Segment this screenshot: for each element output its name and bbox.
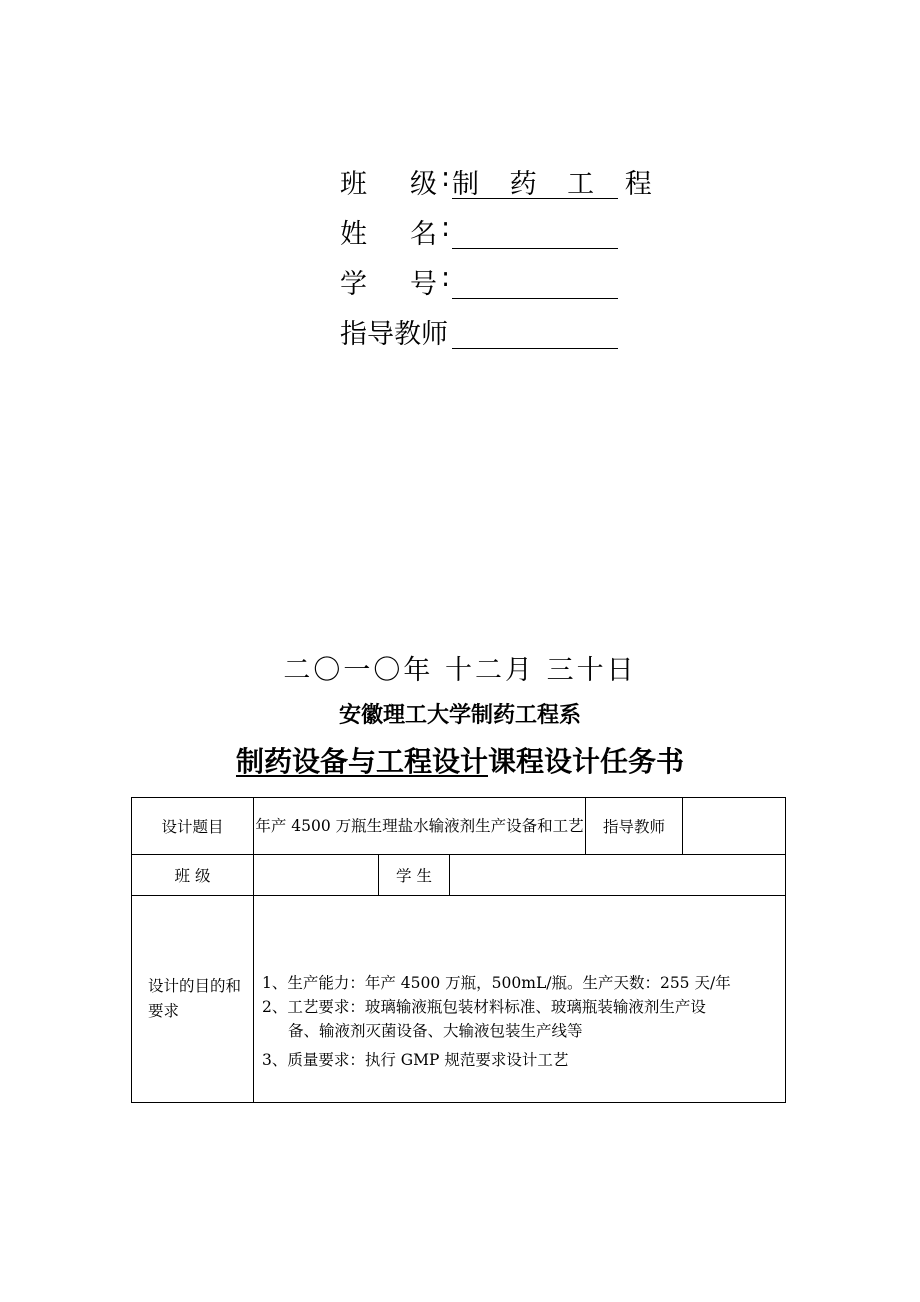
- student-cell-value: [450, 855, 786, 896]
- requirements-label: 设计的目的和要求: [132, 896, 254, 1103]
- table-row: [132, 798, 786, 855]
- topic-value: 年产 4500 万瓶生理盐水输液剂生产设备和工艺: [254, 798, 586, 855]
- class-value: 制 药 工 程: [452, 169, 663, 200]
- topic-label: 设计题目: [132, 798, 254, 855]
- name-colon: :: [441, 212, 451, 243]
- teacher-cell-label: 指导教师: [586, 798, 683, 855]
- document-heading: [0, 740, 920, 780]
- name-label-b: 名: [410, 219, 437, 250]
- requirement-item: 3、质量要求：执行 GMP 规范要求设计工艺: [262, 1050, 569, 1069]
- name-underline: [452, 248, 618, 249]
- class-label-a: 班: [340, 169, 367, 200]
- class-cell-value: [254, 855, 379, 896]
- student-cell-label: 学 生: [379, 855, 450, 896]
- heading-underlined: 制药设备与工程设计: [235, 745, 488, 778]
- date-line: 二〇一〇年 十二月 三十日: [283, 655, 637, 686]
- class-underline: [452, 198, 618, 199]
- class-cell-label: 班 级: [132, 855, 254, 896]
- class-label-b: 级: [410, 169, 437, 200]
- teacher-cell-value: [683, 798, 786, 855]
- heading-rest: 课程设计任务书: [488, 745, 685, 778]
- requirement-item: 1、生产能力：年产 4500 万瓶，500mL/瓶。生产天数：255 天/年: [262, 973, 731, 992]
- id-label-a: 学: [340, 269, 367, 300]
- task-table: [131, 797, 786, 1103]
- id-underline: [452, 298, 618, 299]
- name-label-a: 姓: [340, 219, 367, 250]
- teacher-underline: [452, 348, 618, 349]
- requirements-content: [254, 896, 786, 1103]
- class-colon: :: [441, 162, 451, 193]
- table-row: [132, 855, 786, 896]
- requirement-item: 备、输液剂灭菌设备、大输液包装生产线等: [288, 1021, 583, 1040]
- requirement-item: 2、工艺要求：玻璃输液瓶包装材料标准、玻璃瓶装输液剂生产设: [262, 997, 706, 1016]
- id-colon: :: [441, 262, 451, 293]
- id-label-b: 号: [410, 269, 437, 300]
- table-row: [132, 896, 786, 1103]
- university-name: 安徽理工大学制药工程系: [338, 703, 581, 728]
- teacher-label: 指导教师: [340, 319, 448, 350]
